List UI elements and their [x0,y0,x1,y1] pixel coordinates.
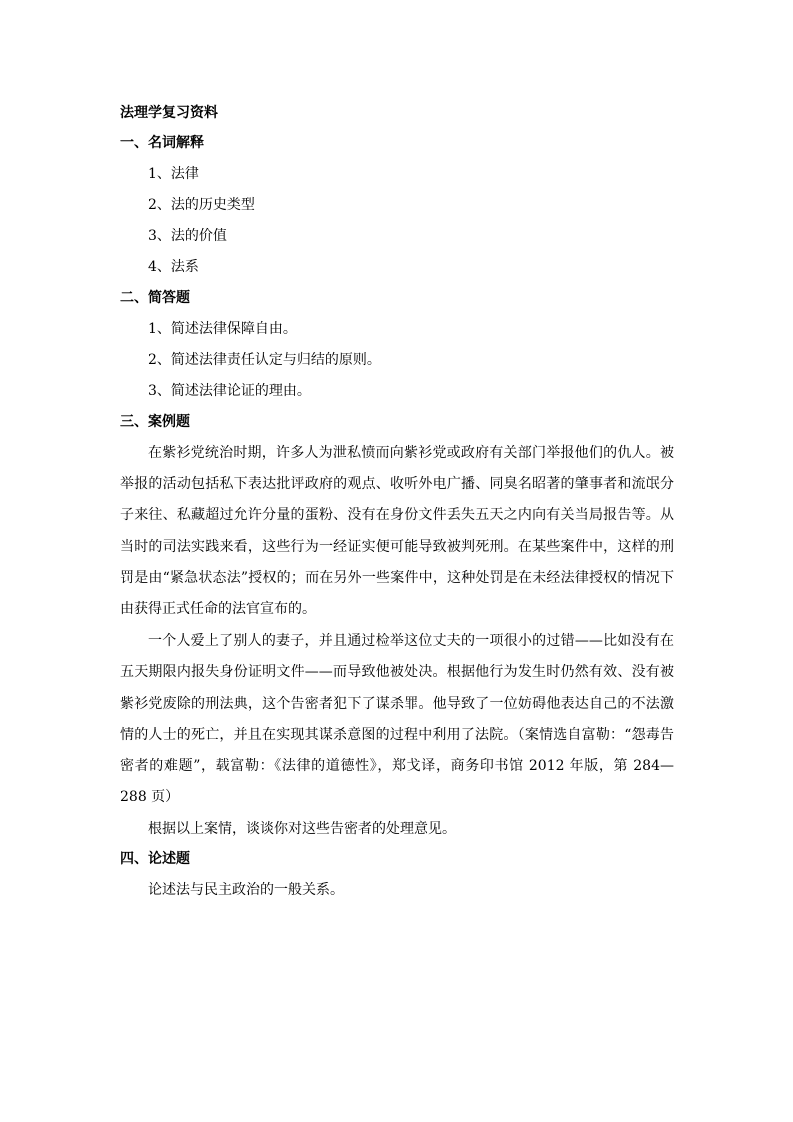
question-item: 2、简述法律责任认定与归结的原则。 [148,352,381,368]
term-item: 3、法的价值 [148,228,227,244]
case-prompt: 根据以上案情，谈谈你对这些告密者的处理意见。 [148,821,456,838]
section-heading-essay: 四、论述题 [120,850,190,867]
term-item: 4、法系 [148,259,199,275]
document-title: 法理学复习资料 [120,105,218,121]
section-heading-case: 三、案例题 [120,414,190,430]
case-paragraph: 一个人爱上了别人的妻子，并且通过检举这位丈夫的一项很小的过错——比如没有在五天期限内报失身份证明文件——而导致他被处决。根据他行为发生时仍然有效、没有被紫衫党废除的刑法典，这个告密者犯下了谋杀罪。他导致了一位妨碍他表达自己的不法激情的人士的死亡，并且在实现其谋杀意图的过程中利用了法院。（案情选自富勒：“怨毒告密者的难题”，载富勒：《法律的道德性》，郑戈译，商务印书馆 2012 年版，第 284—288 页） [120,633,674,806]
section-heading-short-answer: 二、简答题 [120,290,190,306]
document-body [120,103,674,911]
term-item: 1、法律 [148,166,199,182]
question-item: 1、简述法律保障自由。 [148,321,297,337]
question-item: 3、简述法律论证的理由。 [148,383,311,399]
section-heading-terms: 一、名词解释 [120,135,204,151]
case-paragraph: 在紫衫党统治时期，许多人为泄私愤而向紫衫党或政府有关部门举报他们的仇人。被举报的活动包括私下表达批评政府的观点、收听外电广播、同臭名昭著的肇事者和流氓分子来往、私藏超过允许分量的蛋粉、没有在身份文件丢失五天之内向有关当局报告等。从当时的司法实践来看，这些行为一经证实便可能导致被判死刑。在某些案件中，这样的刑罚是由“紧急状态法”授权的；而在另外一些案件中，这种处罚是在未经法律授权的情况下由获得正式任命的法官宣布的。 [120,445,674,618]
essay-question: 论述法与民主政治的一般关系。 [148,881,344,898]
term-item: 2、法的历史类型 [148,197,255,213]
